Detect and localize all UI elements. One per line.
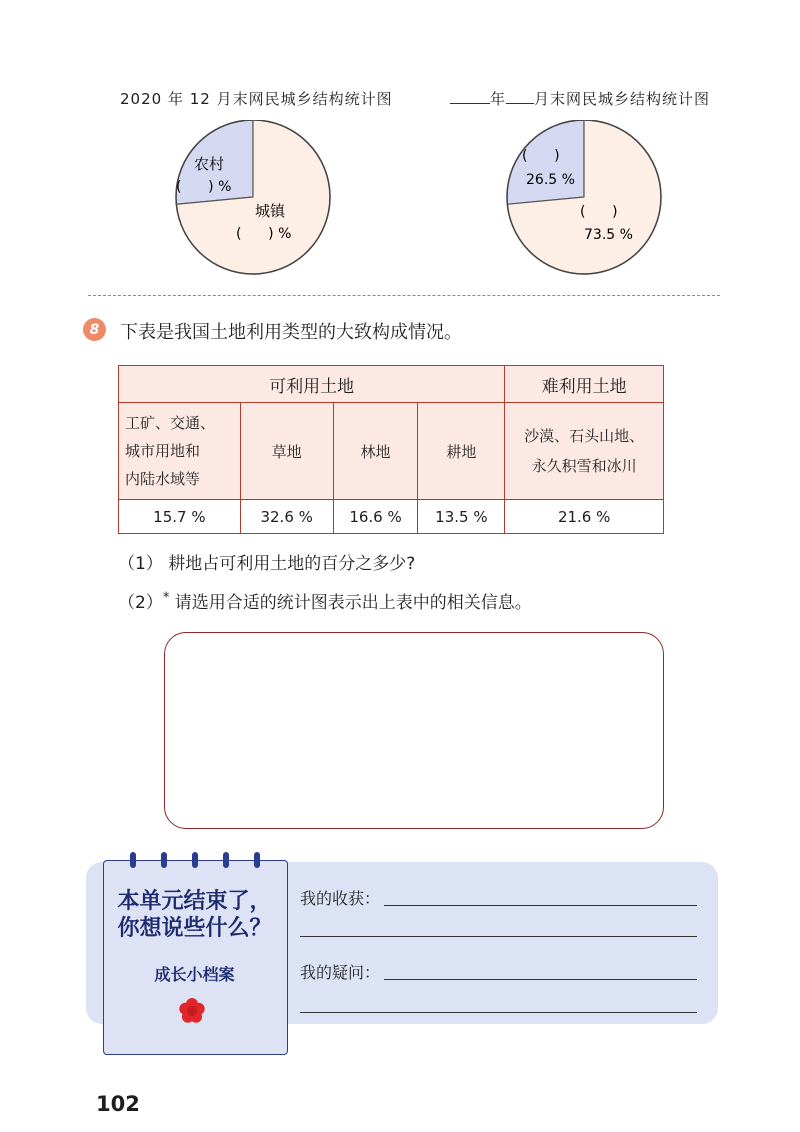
pie1-title: 2020 年 12 月末网民城乡结构统计图 bbox=[120, 90, 393, 108]
land-use-table bbox=[118, 365, 664, 534]
archive-question-line1: 本单元结束了， bbox=[117, 889, 272, 914]
question-number-badge: 8 bbox=[83, 318, 106, 341]
pie2-label-urban: ( ) bbox=[580, 204, 618, 220]
pie2-value-urban: 73.5 % bbox=[584, 227, 633, 243]
cell-industrial: 工矿、交通、 城市用地和 内陆水域等 bbox=[119, 403, 241, 500]
pie2-year-blank[interactable] bbox=[450, 89, 490, 104]
cell-forest: 林地 bbox=[333, 403, 418, 500]
cell-grassland: 草地 bbox=[240, 403, 333, 500]
pie2-month-blank[interactable] bbox=[506, 89, 534, 104]
archive-title: 成长小档案 bbox=[154, 965, 235, 984]
pie1-label-urban: 城镇 bbox=[255, 202, 286, 220]
pie1-chart bbox=[170, 120, 340, 278]
gain-line-2[interactable] bbox=[300, 936, 697, 937]
pie2-value-rural: 26.5 % bbox=[526, 172, 575, 188]
pie1-value-urban: ( ) % bbox=[236, 226, 292, 242]
pie2-title bbox=[450, 88, 710, 109]
flower-icon bbox=[177, 996, 207, 1026]
cell-hard-land: 沙漠、石头山地、 永久积雪和冰川 bbox=[505, 403, 664, 500]
sub-question-1: （1） 耕地占可利用土地的百分之多少? bbox=[118, 554, 416, 574]
header-hard-land: 难利用土地 bbox=[505, 366, 664, 403]
value-grassland: 32.6 % bbox=[240, 500, 333, 534]
value-forest: 16.6 % bbox=[333, 500, 418, 534]
value-hard-land: 21.6 % bbox=[505, 500, 664, 534]
pie1-label-rural: 农村 bbox=[194, 155, 225, 173]
pie2-label-rural: ( ) bbox=[522, 148, 560, 164]
binder-ring-icon bbox=[223, 852, 229, 868]
value-industrial: 15.7 % bbox=[119, 500, 241, 534]
gain-line-1[interactable] bbox=[384, 905, 697, 906]
pie2-title-rest: 月末网民城乡结构统计图 bbox=[534, 90, 711, 108]
doubt-line-1[interactable] bbox=[384, 979, 697, 980]
pie2-title-year: 年 bbox=[490, 90, 507, 108]
doubt-line-2[interactable] bbox=[300, 1012, 697, 1013]
gain-label: 我的收获： bbox=[300, 889, 381, 908]
section-divider bbox=[88, 295, 720, 296]
binder-ring-icon bbox=[254, 852, 260, 868]
cell-farmland: 耕地 bbox=[418, 403, 505, 500]
pie1-value-rural: ( ) % bbox=[176, 179, 232, 195]
binder-ring-icon bbox=[161, 852, 167, 868]
binder-ring-icon bbox=[130, 852, 136, 868]
doubt-label: 我的疑问： bbox=[300, 963, 381, 982]
sub-question-2: （2）* 请选用合适的统计图表示出上表中的相关信息。 bbox=[118, 590, 532, 613]
answer-box[interactable] bbox=[164, 632, 664, 829]
question-text: 下表是我国土地利用类型的大致构成情况。 bbox=[120, 322, 462, 343]
value-farmland: 13.5 % bbox=[418, 500, 505, 534]
header-usable-land: 可利用土地 bbox=[119, 366, 505, 403]
binder-ring-icon bbox=[192, 852, 198, 868]
pie2-chart bbox=[500, 120, 670, 278]
archive-question-line2: 你想说些什么？ bbox=[117, 916, 272, 941]
page-number: 102 bbox=[96, 1092, 140, 1116]
